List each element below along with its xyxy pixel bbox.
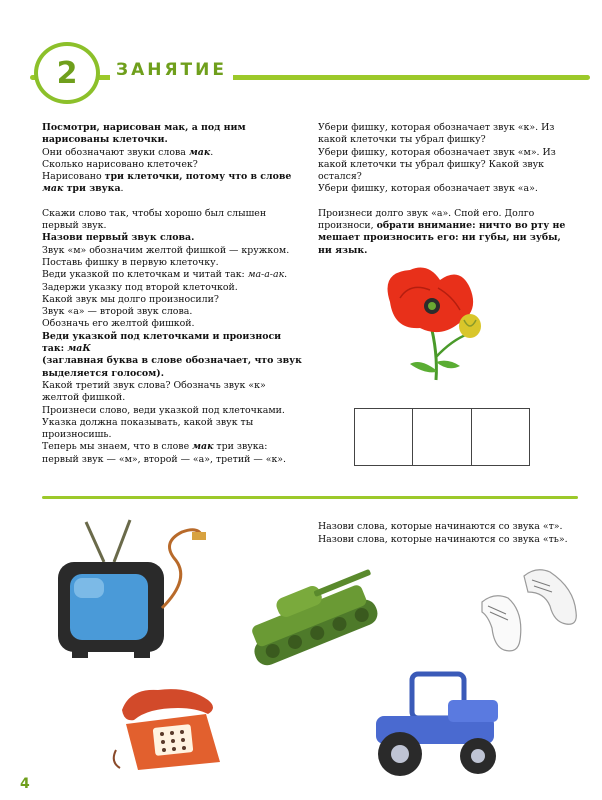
text-line: Задержи указку под второй клеточкой. [42,281,238,293]
sound-cell-3[interactable] [472,409,529,465]
sound-scheme-grid[interactable] [354,408,530,466]
lesson-title: ЗАНЯТИЕ [110,60,233,80]
section-divider [42,496,578,499]
lesson-badge [34,42,100,104]
text-line: Звук «а» — второй звук слова. [42,306,193,318]
text-line: (заглавная буква в слове обозначает, что звук выделяется голосом). [42,355,302,379]
text-line: Произнеси долго звук «а». Спой его. Долго произноси, обрати внимание: ничто во рту не мешает произносить его: ни губы, ни зубы, ни язык. [318,207,566,256]
text-line: Обозначь его желтой фишкой. [42,318,195,330]
text-line: Скажи слово так, чтобы хорошо был слышен первый звук. [42,207,267,232]
text-line: Веди указкой по клеточкам и читай так: ма-а-ак. [42,269,288,281]
text-line: Назови слова, которые начинаются со звука «т». [318,521,563,532]
text-line: Поставь фишку в первую клеточку. [42,256,219,268]
poppy-flower-icon [380,262,490,382]
text-line: Они обозначают звуки слова мак. [42,146,214,158]
text-line: Убери фишку, которая обозначает звук «м». Из какой клеточки ты убрал фишку? Какой звук остался? [318,146,556,183]
sound-cell-1[interactable] [355,409,413,465]
text-line: Теперь мы знаем, что в слове мак три звука: первый звук — «м», второй — «а», третий — «к». [42,441,287,465]
sound-cell-2[interactable] [413,409,471,465]
telephone-icon [108,680,232,774]
shoes-icon [474,562,580,656]
tv-icon [52,518,212,664]
bottom-instructions [318,520,588,546]
text-line: Убери фишку, которая обозначает звук «а». [318,183,538,195]
right-column [318,122,576,257]
text-line: Звук «м» обозначим желтой фишкой — кружком. [42,244,290,256]
text-line: Назови слова, которые начинаются со звука «ть». [318,534,568,545]
page-number: 4 [20,776,30,792]
text-line: Произнеси слово, веди указкой под клеточками. [42,404,285,416]
text-line: Веди указкой под клеточками и произноси так: маК [42,330,282,355]
text-line: Убери фишку, которая обозначает звук «к». Из какой клеточки ты убрал фишку? [318,122,555,146]
tank-icon [238,560,386,678]
left-column [42,122,304,466]
lesson-number: 2 [56,55,78,91]
text-line: Посмотри, нарисован мак, а под ним нарисованы клеточки. [42,122,246,146]
text-line: Сколько нарисовано клеточек? [42,158,198,170]
text-line: Какой звук мы долго произносили? [42,293,219,305]
text-line: Какой третий звук слова? Обозначь звук «к» желтой фишкой. [42,379,266,404]
text-line: Нарисовано три клеточки, потому что в слове мак три звука. [42,171,292,195]
text-line: Назови первый звук слова. [42,232,195,244]
tractor-icon [366,660,512,782]
text-line: Указка должна показывать, какой звук ты произносишь. [42,416,254,441]
